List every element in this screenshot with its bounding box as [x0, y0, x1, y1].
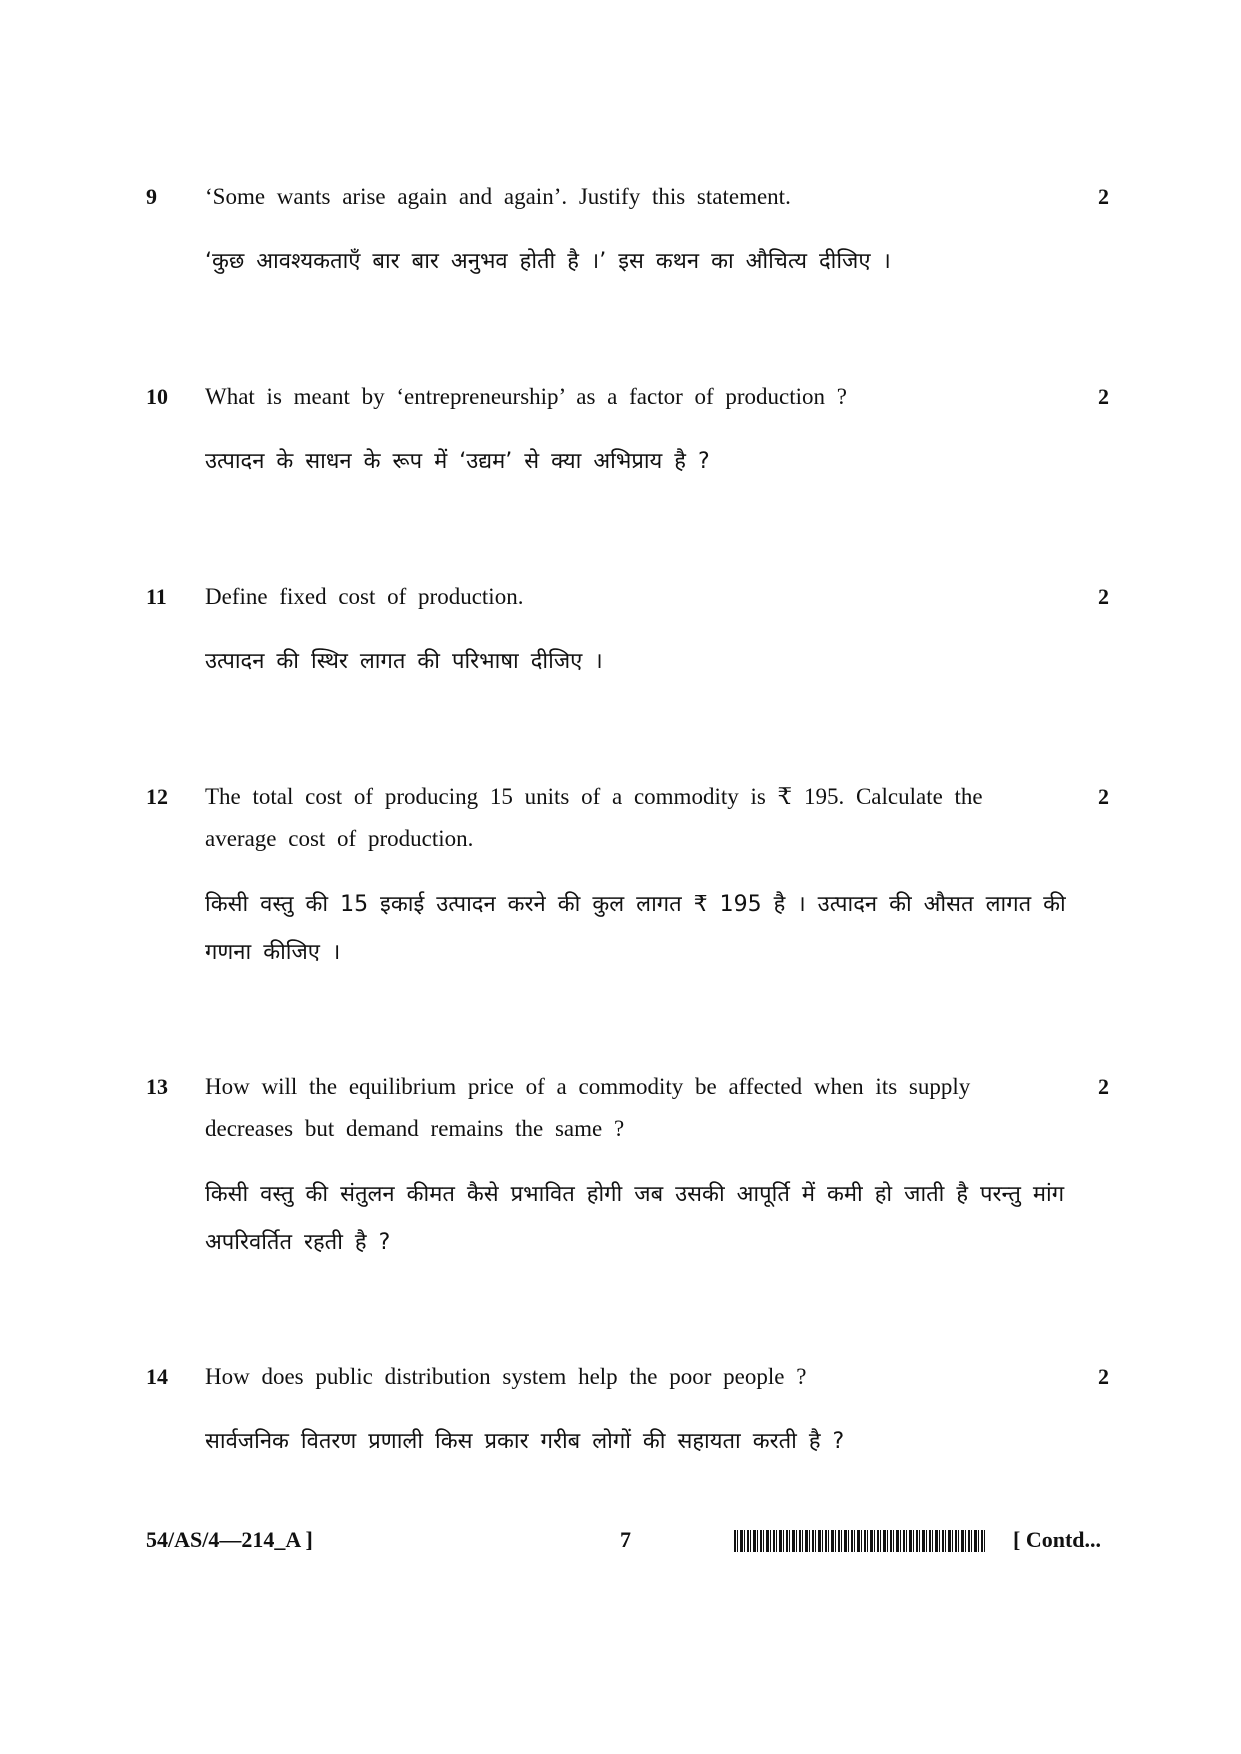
question-marks: 2: [1098, 1364, 1109, 1389]
question-text-english: How does public distribution system help the poor people ?: [205, 1364, 807, 1389]
question-marks: 2: [1098, 384, 1109, 409]
question-text-hindi: ‘कुछ आवश्यकताएँ बार बार अनुभव होती है ।’ इस कथन का औचित्य दीजिए ।: [205, 249, 891, 274]
question-number: 10: [146, 384, 168, 409]
question-number: 9: [146, 184, 157, 209]
question-text-hindi: उत्पादन के साधन के रूप में ‘उद्यम’ से क्या अभिप्राय है ?: [205, 449, 710, 474]
page-number: 7: [620, 1527, 631, 1552]
question-number: 14: [146, 1364, 168, 1389]
question-marks: 2: [1098, 784, 1109, 809]
question-text-hindi: किसी वस्तु की 15 इकाई उत्पादन करने की कुल लागत ₹ 195 है । उत्पादन की औसत लागत की गणना कीजिए ।: [205, 892, 1066, 965]
question-text-english: The total cost of producing 15 units of a commodity is ₹ 195. Calculate the average cost of production.: [205, 784, 983, 851]
barcode-icon: [734, 1530, 986, 1552]
question-text-english: ‘Some wants arise again and again’. Justify this statement.: [205, 184, 791, 209]
question-text-english: What is meant by ‘entrepreneurship’ as a factor of production ?: [205, 384, 848, 409]
page-footer: [0, 1520, 1241, 1560]
question-text-english: How will the equilibrium price of a commodity be affected when its supply decreases but demand remains the same ?: [205, 1074, 971, 1141]
paper-code: 54/AS/4—214_A ]: [146, 1527, 313, 1552]
question-number: 12: [146, 784, 168, 809]
question-number: 13: [146, 1074, 168, 1099]
question-text-hindi: किसी वस्तु की संतुलन कीमत कैसे प्रभावित होगी जब उसकी आपूर्ति में कमी हो जाती है परन्तु मांग अपरिवर्तित रहती है ?: [205, 1182, 1065, 1255]
question-text-hindi: सार्वजनिक वितरण प्रणाली किस प्रकार गरीब लोगों की सहायता करती है ?: [205, 1429, 845, 1454]
question-text-english: Define fixed cost of production.: [205, 584, 524, 609]
question-marks: 2: [1098, 1074, 1109, 1099]
continued-label: [ Contd...: [1013, 1527, 1102, 1552]
question-number: 11: [146, 584, 167, 609]
question-marks: 2: [1098, 584, 1109, 609]
question-marks: 2: [1098, 184, 1109, 209]
question-text-hindi: उत्पादन की स्थिर लागत की परिभाषा दीजिए ।: [205, 649, 603, 674]
